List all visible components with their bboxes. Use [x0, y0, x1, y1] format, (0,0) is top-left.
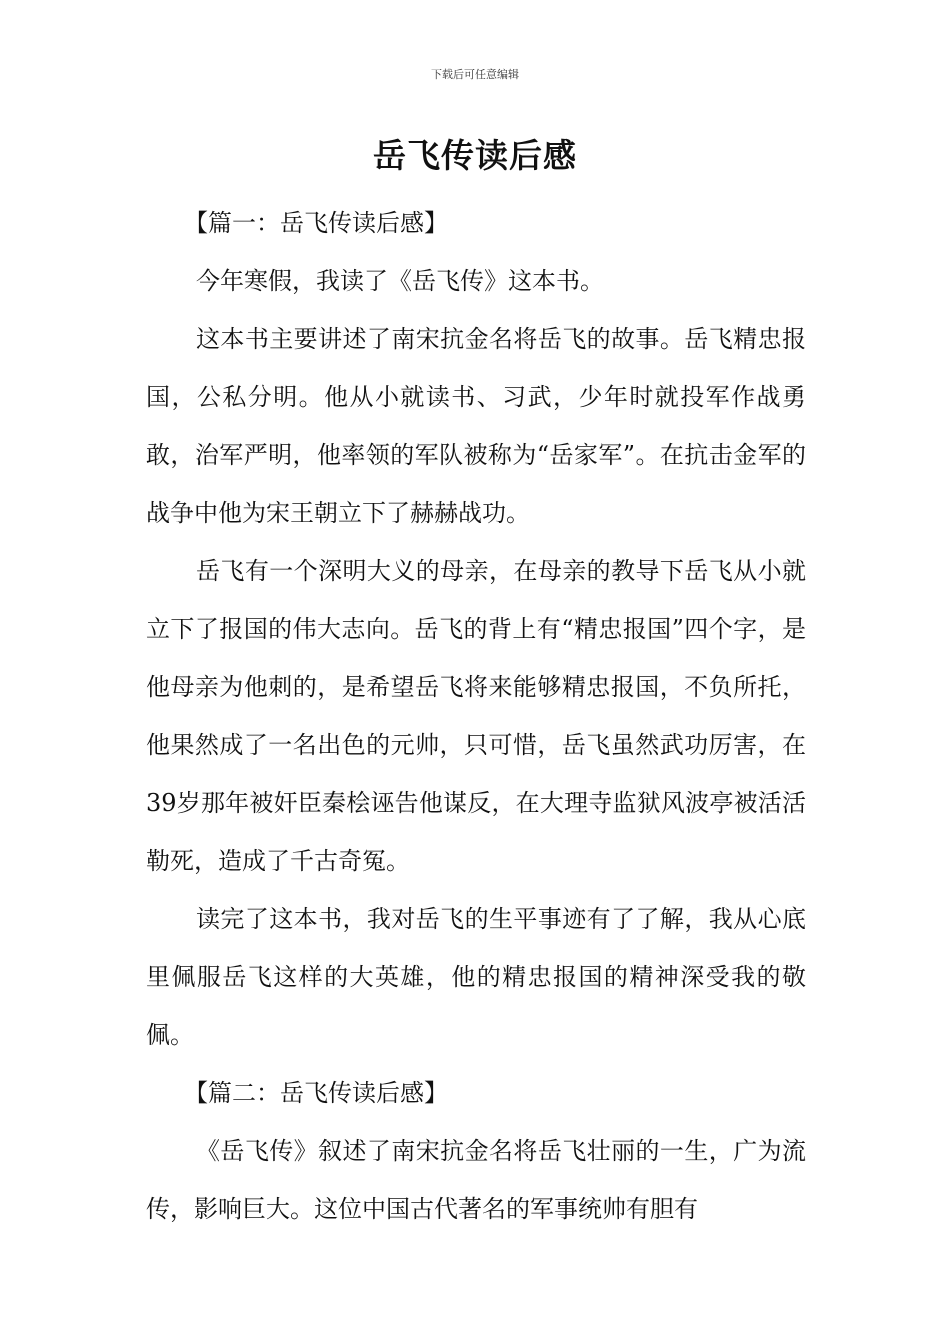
section-heading-2: 【篇二：岳飞传读后感】: [184, 1079, 448, 1107]
body-paragraph: 这本书主要讲述了南宋抗金名将岳飞的故事。岳飞精忠报国，公私分明。他从小就读书、习武，少年时就投军作战勇敢，治军严明，他率领的军队被称为“岳家军”。在抗击金军的战争中他为宋王朝立下了赫赫战功。: [146, 325, 806, 527]
section-heading-1: 【篇一：岳飞传读后感】: [184, 209, 448, 237]
header-note: 下载后可任意编辑: [431, 68, 519, 81]
body-paragraph: 读完了这本书，我对岳飞的生平事迹有了了解，我从心底里佩服岳飞这样的大英雄，他的精忠报国的精神深受我的敬佩。: [146, 905, 806, 1049]
body-paragraph: 岳飞有一个深明大义的母亲，在母亲的教导下岳飞从小就立下了报国的伟大志向。岳飞的背上有“精忠报国”四个字，是他母亲为他刺的，是希望岳飞将来能够精忠报国，不负所托，他果然成了一名出色的元帅，只可惜，岳飞虽然武功厉害，在39岁那年被奸臣秦桧诬告他谋反，在大理寺监狱风波亭被活活勒死，造成了千古奇冤。: [146, 557, 806, 875]
body-paragraph: 《岳飞传》叙述了南宋抗金名将岳飞壮丽的一生，广为流传，影响巨大。这位中国古代著名的军事统帅有胆有: [146, 1137, 806, 1223]
document-title: 岳飞传读后感: [373, 136, 577, 175]
body-paragraph: 今年寒假，我读了《岳飞传》这本书。: [196, 267, 604, 295]
document-body: [146, 194, 806, 1238]
